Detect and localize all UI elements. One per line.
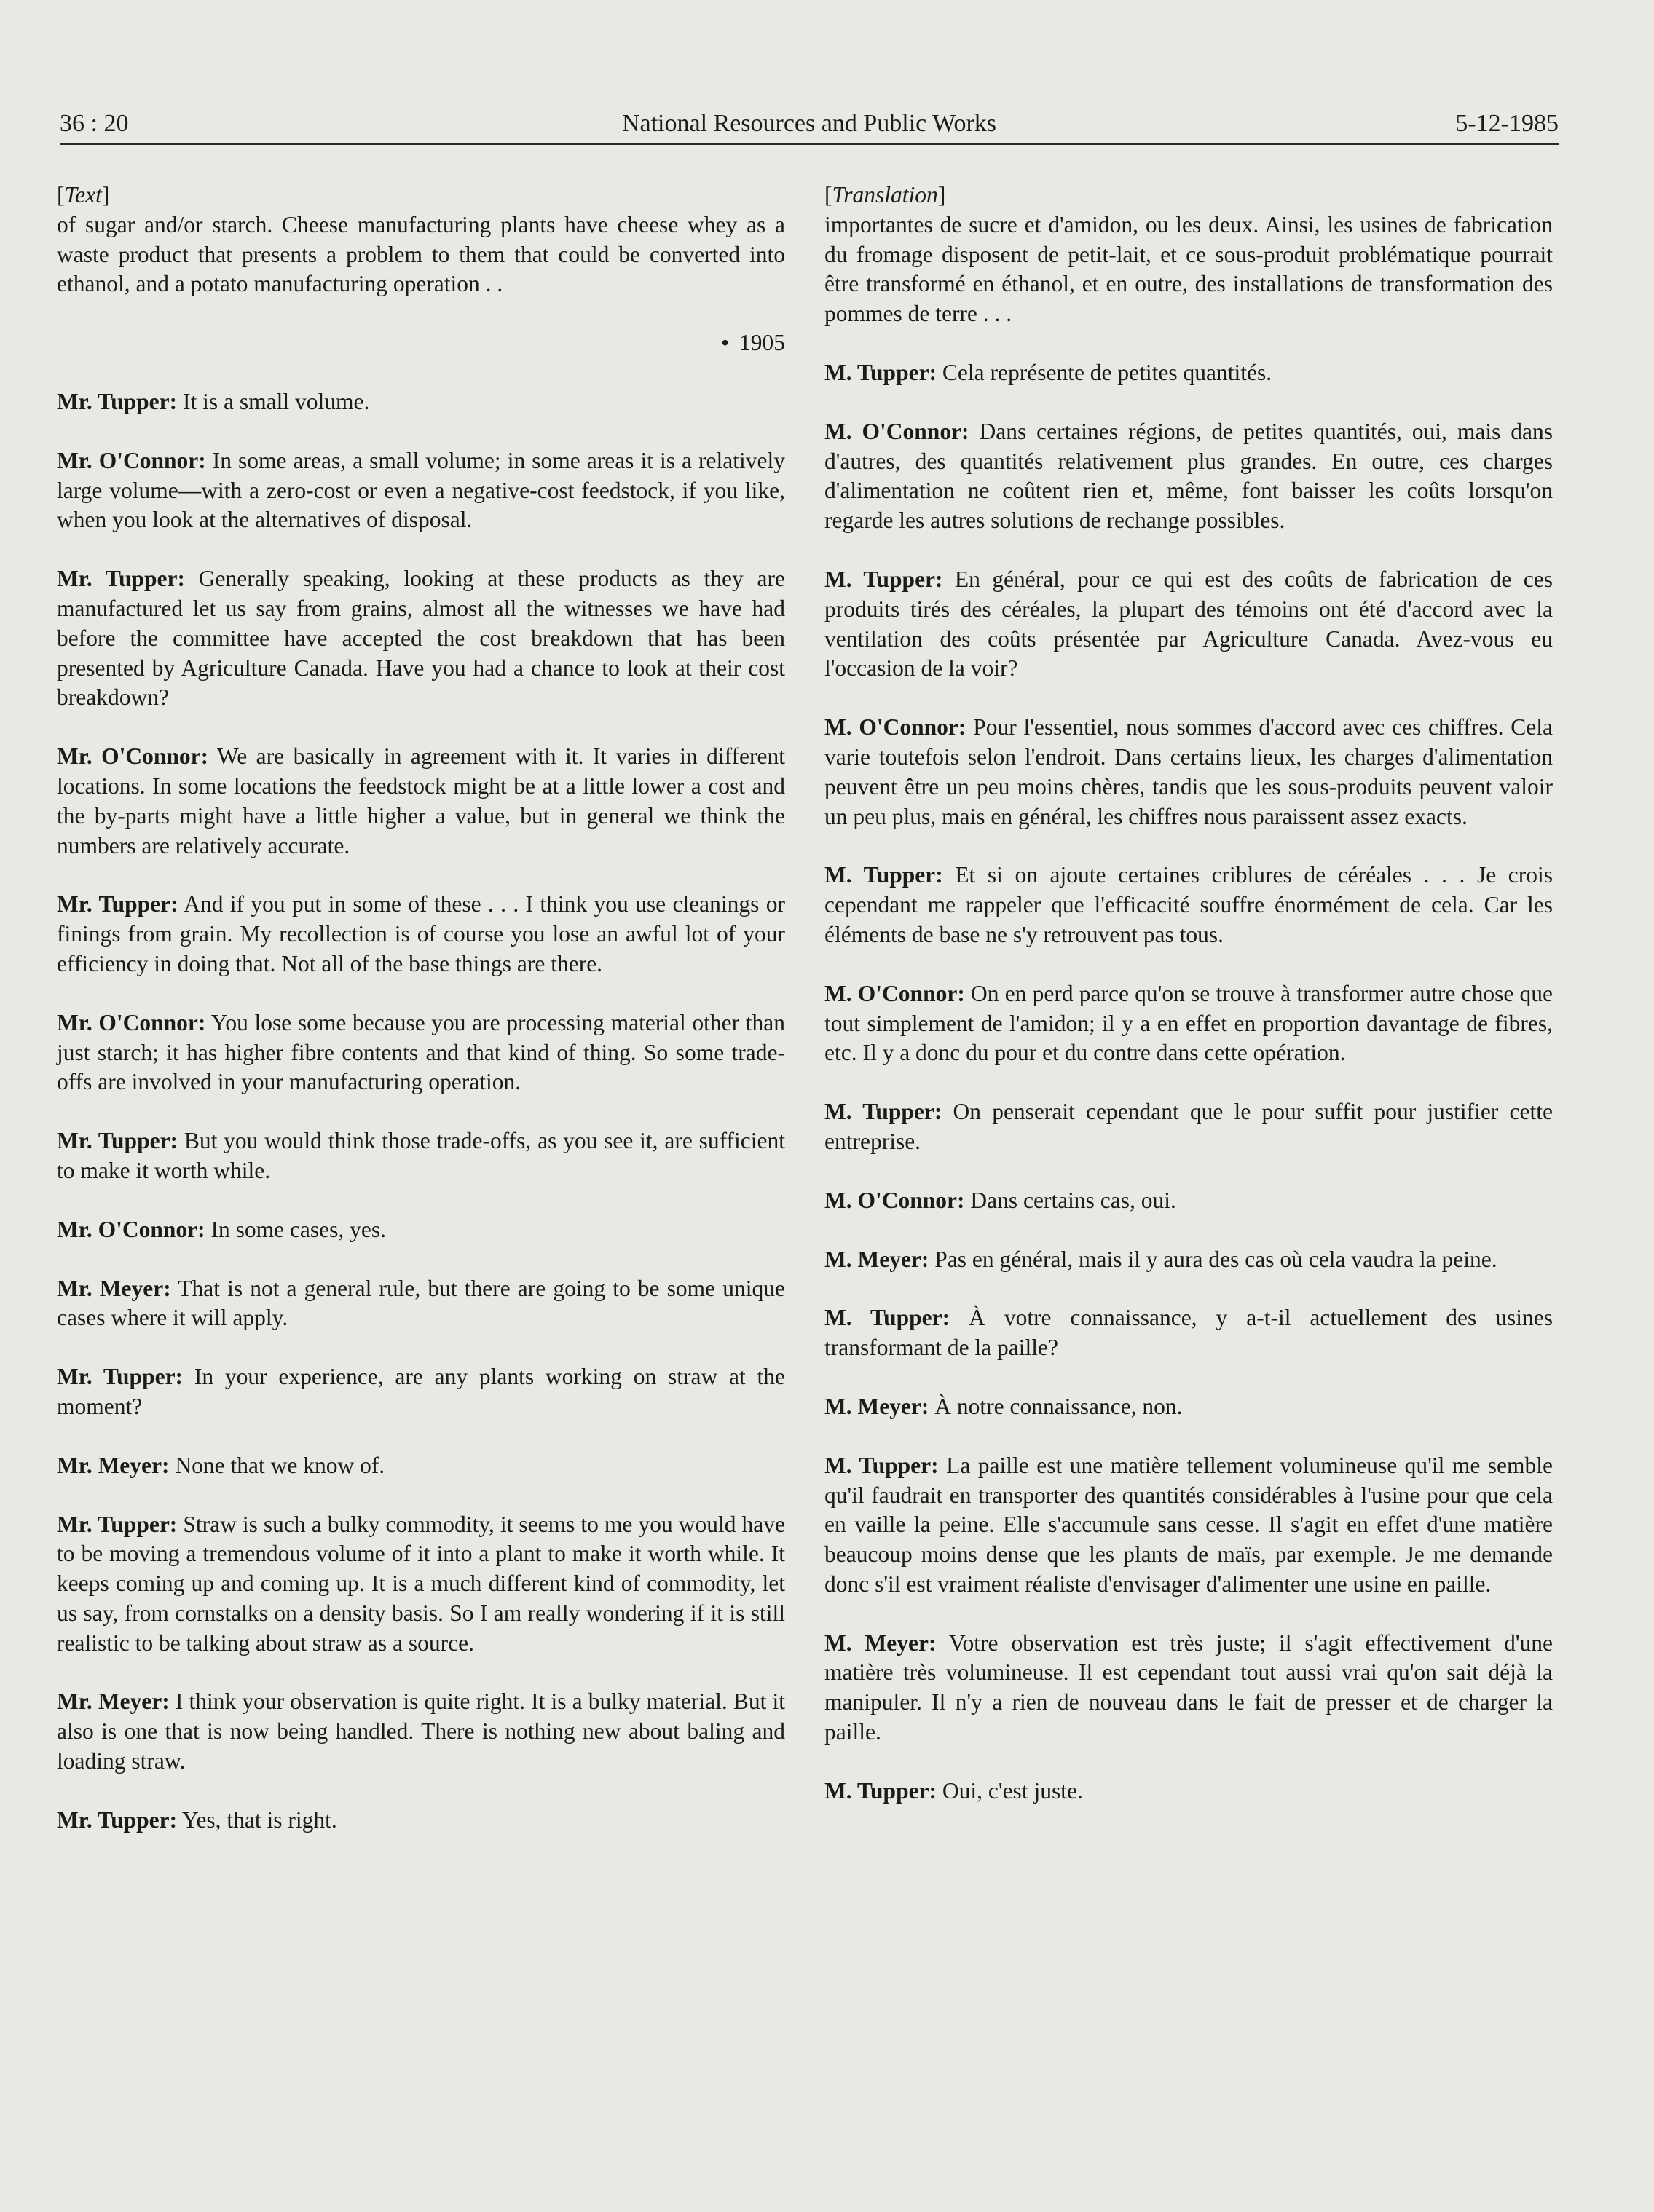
speaker-name: M. Tupper: <box>824 862 943 888</box>
speaker-name: Mr. O'Connor: <box>57 447 206 473</box>
dialogue-paragraph <box>57 1008 785 1097</box>
speech-text: But you would think those trade-offs, as you see it, are sufficient to make it worth while. <box>57 1128 785 1183</box>
bullet-icon: • <box>721 330 730 356</box>
dialogue-paragraph <box>824 358 1553 388</box>
speech-text: On penserait cependant que le pour suffit pour justifier cette entreprise. <box>824 1099 1553 1154</box>
dialogue-paragraph <box>57 446 785 535</box>
speaker-name: Mr. Tupper: <box>57 566 186 592</box>
speech-text: You lose some because you are processing material other than just starch; it has higher fibre contents and that kind of thing. So some trade-offs are involved in your manufacturing operation. <box>57 1009 785 1095</box>
page-number: 36 : 20 <box>60 110 129 137</box>
speaker-name: M. O'Connor: <box>824 980 965 1006</box>
speaker-name: Mr. Meyer: <box>57 1275 171 1301</box>
dialogue-paragraph <box>57 1806 785 1836</box>
speaker-name: M. O'Connor: <box>824 714 966 740</box>
speech-text: Pour l'essentiel, nous sommes d'accord avec ces chiffres. Cela varie toutefois selon l'endroit. Dans certains lieux, les charges d'alimentation peuvent être un peu moins chères, tandis que les sous-produits peuvent valoir un peu plus, mais en général, les chiffres nous paraissent assez exacts. <box>824 714 1553 829</box>
speech-text: À notre connaissance, non. <box>929 1393 1183 1419</box>
column-label-text: [Text] <box>57 182 110 208</box>
right-dialogue <box>824 358 1553 1806</box>
dialogue-paragraph <box>824 713 1553 832</box>
page-header <box>60 108 1559 145</box>
dialogue-paragraph <box>824 565 1553 684</box>
time-marker-value: 1905 <box>739 330 785 356</box>
speaker-name: M. Meyer: <box>824 1393 929 1419</box>
speech-text: La paille est une matière tellement volumineuse qu'il me semble qu'il faudrait en transporter des quantités considérables à l'usine pour que cela en vaille la peine. Elle s'accumule sans cesse. Il s'agit en effet d'une matière beaucoup moins dense que les plants de maïs, par exemple. Je me demande donc s'il est vraiment réaliste d'envisager d'alimenter une usine en paille. <box>824 1452 1553 1597</box>
right-column-french <box>824 181 1553 1836</box>
dialogue-paragraph <box>57 387 785 417</box>
speech-text: Yes, that is right. <box>177 1806 337 1833</box>
speech-text: En général, pour ce qui est des coûts de fabrication de ces produits tirés des céréales, la plupart des témoins ont été d'accord avec la ventilation des coûts présentée par Agriculture Canada. Avez-vous eu l'occasion de la voir? <box>824 566 1553 682</box>
dialogue-paragraph <box>824 861 1553 949</box>
speech-text: In some areas, a small volume; in some areas it is a relatively large volume—with a zero-cost or even a negative-cost feedstock, if you like, when you look at the alternatives of disposal. <box>57 447 785 533</box>
dialogue-paragraph <box>57 890 785 979</box>
intro-paragraph: of sugar and/or starch. Cheese manufacturing plants have cheese whey as a waste product that presents a problem to them that could be converted into ethanol, and a potato manufacturing operation . . <box>57 211 785 297</box>
dialogue-paragraph <box>824 1303 1553 1363</box>
speaker-name: M. Tupper: <box>824 1305 950 1331</box>
speaker-name: Mr. Meyer: <box>57 1452 170 1478</box>
dialogue-paragraph <box>57 1451 785 1481</box>
speech-text: Dans certaines régions, de petites quantités, oui, mais dans d'autres, des quantités relativement plus grandes. En outre, ces charges d'alimentation ne coûtent rien et, même, font baisser les coûts lorsqu'on regarde les autres solutions de rechange possibles. <box>824 418 1553 534</box>
speaker-name: M. Tupper: <box>824 359 937 385</box>
speaker-name: Mr. Meyer: <box>57 1688 170 1715</box>
dialogue-paragraph <box>57 1126 785 1186</box>
speaker-name: Mr. Tupper: <box>57 1511 178 1537</box>
dialogue-paragraph <box>824 1392 1553 1422</box>
dialogue-paragraph <box>824 979 1553 1068</box>
speaker-name: M. Tupper: <box>824 1777 937 1804</box>
speaker-name: Mr. Tupper: <box>57 1364 184 1390</box>
speaker-name: M. O'Connor: <box>824 418 969 444</box>
speaker-name: Mr. O'Connor: <box>57 1216 205 1242</box>
speaker-name: Mr. Tupper: <box>57 388 178 414</box>
publication-title: National Resources and Public Works <box>621 110 997 137</box>
dialogue-paragraph <box>824 1451 1553 1600</box>
speaker-name: Mr. O'Connor: <box>57 1009 206 1035</box>
speech-text: On en perd parce qu'on se trouve à transformer autre chose que tout simplement de l'amidon; il y a en effet en proportion davantage de fibres, etc. Il y a donc du pour et du contre dans cette opération. <box>824 980 1553 1066</box>
dialogue-paragraph <box>824 1777 1553 1806</box>
dialogue-paragraph <box>824 417 1553 536</box>
dialogue-paragraph <box>824 1097 1553 1157</box>
speaker-name: M. Tupper: <box>824 1099 942 1125</box>
speech-text: Pas en général, mais il y aura des cas où cela vaudra la peine. <box>929 1246 1497 1272</box>
speech-text: Votre observation est très juste; il s'agit effectivement d'une matière très volumineuse. Il est cependant tout aussi vrai qu'on sait déjà la manipuler. Il n'y a rien de nouveau dans le fait de presser et de charger la paille. <box>824 1630 1553 1745</box>
speech-text: À votre connaissance, y a-t-il actuellement des usines transformant de la paille? <box>824 1305 1553 1361</box>
dialogue-paragraph <box>57 1687 785 1776</box>
time-marker <box>57 328 785 358</box>
speaker-name: M. Meyer: <box>824 1246 929 1272</box>
speaker-name: Mr. Tupper: <box>57 891 178 917</box>
page-date: 5-12-1985 <box>1455 110 1559 137</box>
left-column-english <box>57 181 785 1865</box>
speaker-name: Mr. Tupper: <box>57 1128 178 1154</box>
speech-text: Et si on ajoute certaines criblures de céréales . . . Je crois cependant me rappeler que l'efficacité souffre énormément de cela. Car les éléments de base ne s'y retrouvent pas tous. <box>824 862 1553 947</box>
dialogue-paragraph <box>57 564 785 713</box>
speech-text: Straw is such a bulky commodity, it seems to me you would have to be moving a tremendous volume of it into a plant to make it worth while. It keeps coming up and coming up. It is a much different kind of commodity, let us say, from cornstalks on a density basis. So I am really wondering if it is still realistic to be talking about straw as a source. <box>57 1511 785 1656</box>
speaker-name: M. O'Connor: <box>824 1187 965 1213</box>
intro-paragraph: importantes de sucre et d'amidon, ou les deux. Ainsi, les usines de fabrication du fromage disposent de petit-lait, et ce sous-produit problématique pourrait être transformé en éthanol, et en outre, des installations de transformation des pommes de terre . . . <box>824 211 1553 327</box>
dialogue-paragraph <box>824 1245 1553 1275</box>
speech-text: That is not a general rule, but there are going to be some unique cases where it will apply. <box>57 1275 785 1331</box>
speech-text: In some cases, yes. <box>205 1216 387 1242</box>
dialogue-paragraph <box>824 1629 1553 1747</box>
column-label-translation: [Translation] <box>824 182 946 208</box>
speech-text: We are basically in agreement with it. It varies in different locations. In some locations the feedstock might be at a little lower a cost and the by-parts might have a little higher a value, but in general we think the numbers are relatively accurate. <box>57 743 785 858</box>
speaker-name: Mr. Tupper: <box>57 1806 178 1833</box>
speech-text: It is a small volume. <box>177 388 370 414</box>
speech-text: I think your observation is quite right. It is a bulky material. But it also is one that is now being handled. There is nothing new about baling and loading straw. <box>57 1688 785 1774</box>
speech-text: Cela représente de petites quantités. <box>937 359 1272 385</box>
dialogue-paragraph <box>57 1215 785 1245</box>
speech-text: Generally speaking, looking at these products as they are manufactured let us say from grains, almost all the witnesses we have had before the committee have accepted the cost breakdown that has been presented by Agriculture Canada. Have you had a chance to look at their cost breakdown? <box>57 566 785 711</box>
speaker-name: M. Tupper: <box>824 1452 939 1478</box>
speech-text: In your experience, are any plants working on straw at the moment? <box>57 1364 785 1419</box>
speaker-name: M. Meyer: <box>824 1630 937 1656</box>
speaker-name: M. Tupper: <box>824 566 943 592</box>
dialogue-paragraph <box>57 1274 785 1334</box>
dialogue-paragraph <box>57 1510 785 1659</box>
dialogue-paragraph <box>824 1186 1553 1216</box>
left-dialogue <box>57 387 785 1836</box>
speech-text: Oui, c'est juste. <box>937 1777 1083 1804</box>
speech-text: None that we know of. <box>169 1452 385 1478</box>
dialogue-paragraph <box>57 1362 785 1422</box>
speech-text: Dans certains cas, oui. <box>964 1187 1176 1213</box>
dialogue-paragraph <box>57 742 785 861</box>
speech-text: And if you put in some of these . . . I think you use cleanings or finings from grain. My recollection is of course you lose an awful lot of your efficiency in doing that. Not all of the base things are there. <box>57 891 785 976</box>
speaker-name: Mr. O'Connor: <box>57 743 209 770</box>
